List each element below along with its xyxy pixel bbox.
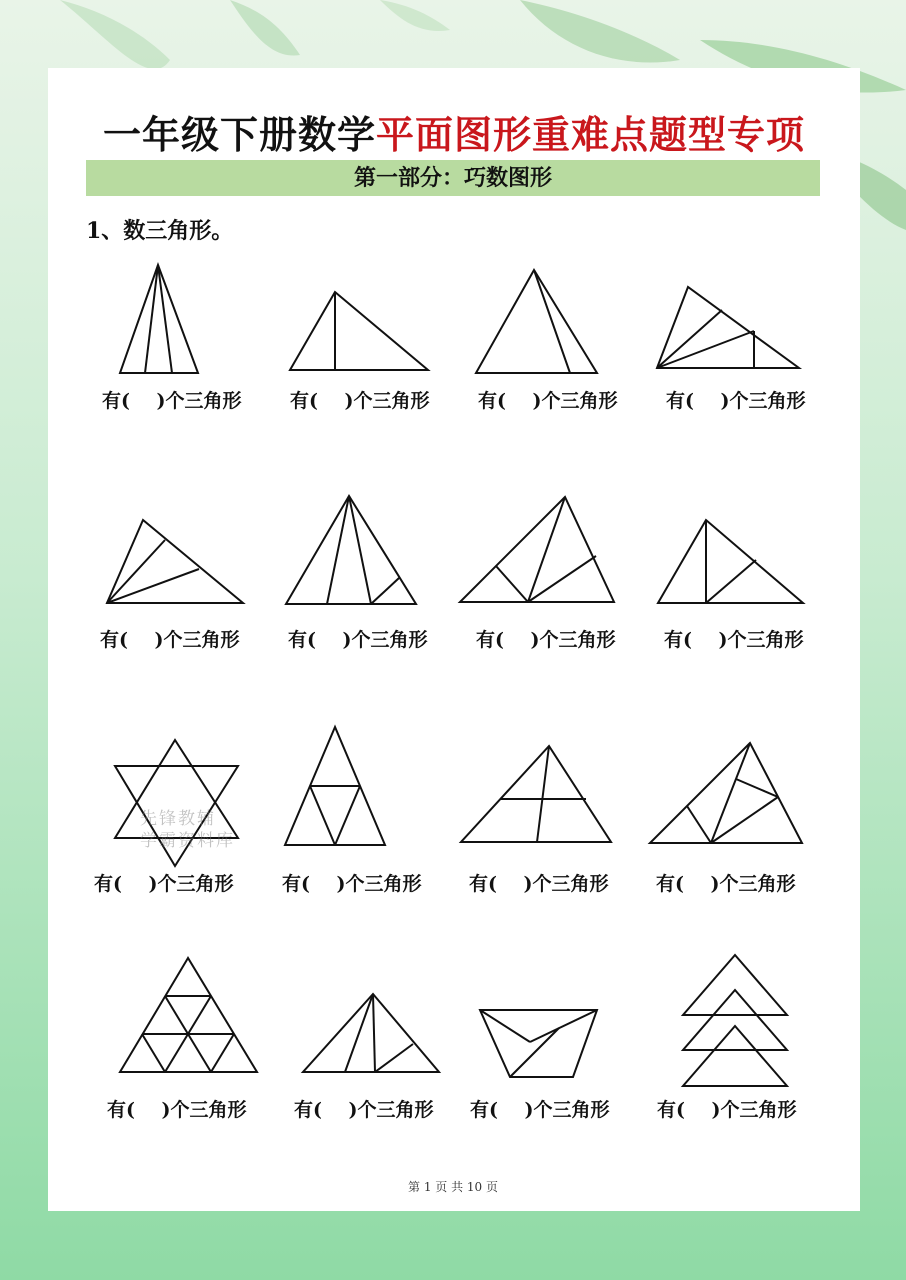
answer-blank-15: 有( )个三角形 <box>470 1099 610 1121</box>
watermark <box>140 808 235 852</box>
title-red: 平面图形重难点题型专项 <box>376 112 806 157</box>
figure-13 <box>120 958 257 1072</box>
answer-blank-5: 有( )个三角形 <box>100 629 240 651</box>
figure-3 <box>476 270 597 373</box>
watermark-line-2: 学霸资料库 <box>140 831 235 851</box>
figure-4 <box>657 287 799 368</box>
watermark-line-1: 先锋教辅 <box>140 809 216 829</box>
question-label: 1、数三角形。 <box>86 218 234 244</box>
figure-8 <box>658 520 803 603</box>
figure-10 <box>285 727 385 845</box>
answer-blank-12: 有( )个三角形 <box>656 873 796 895</box>
answer-blank-10: 有( )个三角形 <box>282 873 422 895</box>
answer-blank-1: 有( )个三角形 <box>102 390 242 412</box>
figure-16-stacked <box>683 955 787 1086</box>
figure-6 <box>286 496 416 604</box>
answer-blank-11: 有( )个三角形 <box>469 873 609 895</box>
answer-blank-4: 有( )个三角形 <box>666 390 806 412</box>
figure-14 <box>303 994 439 1072</box>
answer-blank-16: 有( )个三角形 <box>657 1099 797 1121</box>
answer-blank-9: 有( )个三角形 <box>94 873 234 895</box>
figure-1 <box>120 265 198 373</box>
figure-2 <box>290 292 428 370</box>
figure-5 <box>107 520 243 603</box>
answer-blank-14: 有( )个三角形 <box>294 1099 434 1121</box>
title-black: 一年级下册数学 <box>102 112 376 157</box>
figure-15-trapezoid <box>480 1010 597 1077</box>
section-header: 第一部分：巧数图形 <box>86 160 820 196</box>
page-footer: 第 1 页 共 10 页 <box>408 1180 498 1194</box>
answer-blank-7: 有( )个三角形 <box>476 629 616 651</box>
figure-12 <box>650 743 802 843</box>
figure-11 <box>461 746 611 842</box>
answer-blank-6: 有( )个三角形 <box>288 629 428 651</box>
answer-blank-3: 有( )个三角形 <box>478 390 618 412</box>
figure-7 <box>460 497 614 602</box>
answer-blank-8: 有( )个三角形 <box>664 629 804 651</box>
answer-blank-2: 有( )个三角形 <box>290 390 430 412</box>
answer-blank-13: 有( )个三角形 <box>107 1099 247 1121</box>
